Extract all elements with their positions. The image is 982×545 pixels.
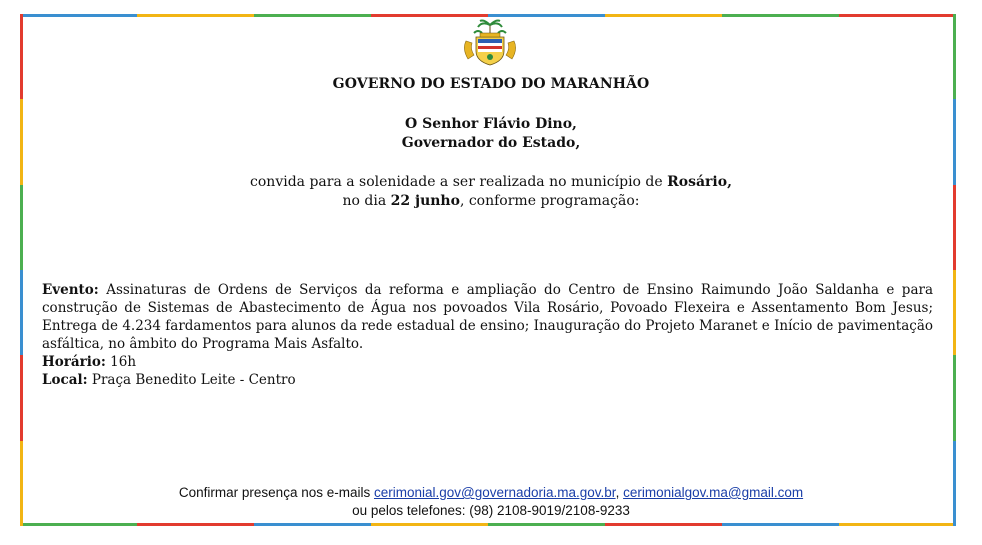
phones-line: ou pelos telefones: (98) 2108-9019/2108-9233 — [352, 503, 630, 518]
event-details — [42, 281, 933, 389]
rsvp-text: Confirmar presença nos e-mails — [178, 485, 374, 500]
rsvp-line — [0, 485, 982, 500]
time-value: 16h — [105, 354, 137, 370]
location-label: Local: — [42, 372, 88, 388]
invitation-line-2 — [0, 193, 982, 209]
host-role: Governador do Estado, — [401, 135, 581, 151]
event-text: Assinaturas de Ordens de Serviços da reforma e ampliação do Centro de Ensino Raimundo João Saldanha e para construção de Sistemas de Abastecimento de Água nos povoados Vila Rosário, Povoado Flexeira e Assentamento Bom Jesus; Entrega de 4.234 fardamentos para alunos da rede estadual de ensino; Inauguração do Projeto Maranet e Início de pavimentação asfáltica, no âmbito do Programa Mais Asfalto. — [42, 282, 933, 352]
date-prefix: no dia — [342, 193, 391, 209]
host-name: O Senhor Flávio Dino, — [405, 116, 577, 132]
government-title: GOVERNO DO ESTADO DO MARANHÃO — [332, 76, 650, 92]
email-link-gmail[interactable]: cerimonialgov.ma@gmail.com — [623, 485, 804, 500]
event-description — [42, 281, 933, 353]
event-time — [42, 353, 933, 371]
event-location — [42, 371, 933, 389]
date-suffix: , conforme programação: — [459, 193, 640, 209]
invitation-line-1 — [0, 174, 982, 190]
municipality: Rosário, — [667, 174, 732, 190]
border-bottom — [20, 523, 956, 526]
maranhao-coat-of-arms-icon — [460, 19, 520, 67]
event-date: 22 junho — [390, 193, 460, 209]
invitation-text: convida para a solenidade a ser realizada no município de — [250, 174, 668, 190]
event-label: Evento: — [42, 282, 99, 298]
time-label: Horário: — [42, 354, 106, 370]
location-value: Praça Benedito Leite - Centro — [87, 372, 296, 388]
email-link-governadoria[interactable]: cerimonial.gov@governadoria.ma.gov.br — [373, 485, 616, 500]
border-top — [20, 14, 956, 17]
email-separator: , — [615, 485, 624, 500]
